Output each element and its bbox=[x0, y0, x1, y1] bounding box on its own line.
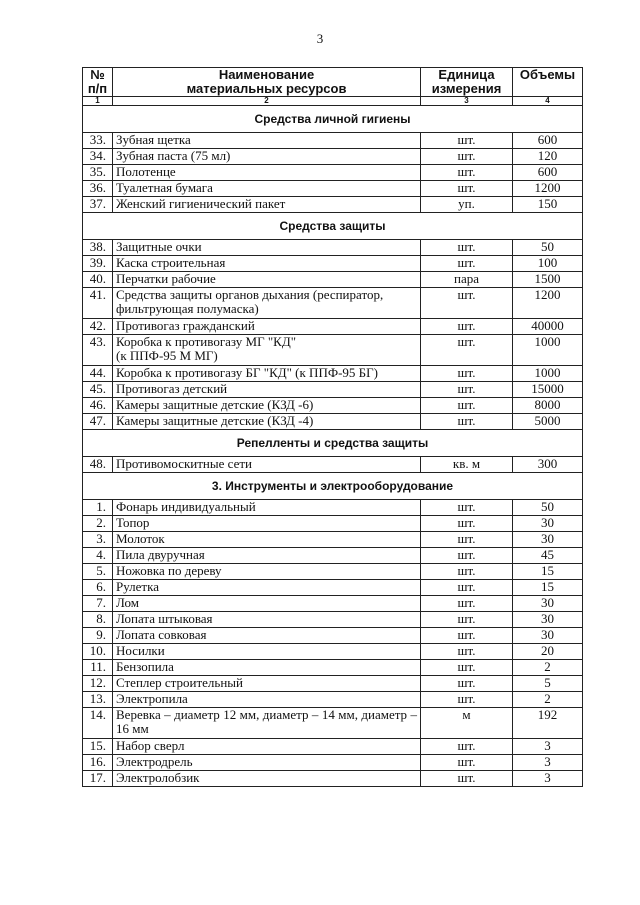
row-number: 35. bbox=[83, 165, 113, 181]
volume-value: 1200 bbox=[513, 181, 583, 197]
header-volume: Объемы bbox=[513, 68, 583, 97]
row-number: 6. bbox=[83, 580, 113, 596]
section-title: 3. Инструменты и электрооборудование bbox=[83, 473, 583, 500]
unit-of-measure: шт. bbox=[421, 580, 513, 596]
resource-name: Женский гигиенический пакет bbox=[113, 197, 421, 213]
volume-value: 15 bbox=[513, 564, 583, 580]
resource-name: Камеры защитные детские (КЗД -6) bbox=[113, 398, 421, 414]
resource-name: Туалетная бумага bbox=[113, 181, 421, 197]
resource-name: Носилки bbox=[113, 644, 421, 660]
col-number: 2 bbox=[113, 97, 421, 106]
volume-value: 150 bbox=[513, 197, 583, 213]
volume-value: 100 bbox=[513, 256, 583, 272]
row-number: 13. bbox=[83, 692, 113, 708]
volume-value: 40000 bbox=[513, 319, 583, 335]
volume-value: 1500 bbox=[513, 272, 583, 288]
volume-value: 8000 bbox=[513, 398, 583, 414]
col-number: 4 bbox=[513, 97, 583, 106]
row-number: 48. bbox=[83, 457, 113, 473]
row-number: 2. bbox=[83, 516, 113, 532]
section-title: Репелленты и средства защиты bbox=[83, 430, 583, 457]
table-body bbox=[83, 106, 583, 787]
resource-name: Лопата совковая bbox=[113, 628, 421, 644]
unit-of-measure: шт. bbox=[421, 692, 513, 708]
table-row bbox=[83, 288, 583, 319]
volume-value: 30 bbox=[513, 532, 583, 548]
resource-name: Пила двуручная bbox=[113, 548, 421, 564]
resource-name: Электропила bbox=[113, 692, 421, 708]
unit-of-measure: шт. bbox=[421, 660, 513, 676]
row-number: 9. bbox=[83, 628, 113, 644]
resource-name: Перчатки рабочие bbox=[113, 272, 421, 288]
resource-name: Молоток bbox=[113, 532, 421, 548]
volume-value: 192 bbox=[513, 708, 583, 739]
resource-name: Лопата штыковая bbox=[113, 612, 421, 628]
unit-of-measure: шт. bbox=[421, 739, 513, 755]
table-row bbox=[83, 414, 583, 430]
unit-of-measure: шт. bbox=[421, 596, 513, 612]
resource-name: Защитные очки bbox=[113, 240, 421, 256]
table-row bbox=[83, 149, 583, 165]
col-number: 1 bbox=[83, 97, 113, 106]
resource-name: Камеры защитные детские (КЗД -4) bbox=[113, 414, 421, 430]
resource-name: Противогаз детский bbox=[113, 382, 421, 398]
table-row bbox=[83, 771, 583, 787]
table-row bbox=[83, 398, 583, 414]
unit-of-measure: шт. bbox=[421, 335, 513, 366]
table-row bbox=[83, 755, 583, 771]
unit-of-measure: уп. bbox=[421, 197, 513, 213]
table-row bbox=[83, 692, 583, 708]
resource-name: Топор bbox=[113, 516, 421, 532]
row-number: 17. bbox=[83, 771, 113, 787]
unit-of-measure: кв. м bbox=[421, 457, 513, 473]
table-row bbox=[83, 532, 583, 548]
row-number: 5. bbox=[83, 564, 113, 580]
unit-of-measure: м bbox=[421, 708, 513, 739]
volume-value: 15 bbox=[513, 580, 583, 596]
volume-value: 300 bbox=[513, 457, 583, 473]
resource-name: Электролобзик bbox=[113, 771, 421, 787]
table-row bbox=[83, 596, 583, 612]
section-title: Средства защиты bbox=[83, 213, 583, 240]
unit-of-measure: шт. bbox=[421, 771, 513, 787]
resource-name: Полотенце bbox=[113, 165, 421, 181]
row-number: 12. bbox=[83, 676, 113, 692]
unit-of-measure: шт. bbox=[421, 500, 513, 516]
unit-of-measure: шт. bbox=[421, 181, 513, 197]
unit-of-measure: шт. bbox=[421, 628, 513, 644]
row-number: 44. bbox=[83, 366, 113, 382]
volume-value: 1200 bbox=[513, 288, 583, 319]
resource-name: Зубная щетка bbox=[113, 133, 421, 149]
row-number: 7. bbox=[83, 596, 113, 612]
row-number: 4. bbox=[83, 548, 113, 564]
section-title: Средства личной гигиены bbox=[83, 106, 583, 133]
volume-value: 30 bbox=[513, 612, 583, 628]
table-row bbox=[83, 382, 583, 398]
unit-of-measure: шт. bbox=[421, 516, 513, 532]
table-row bbox=[83, 676, 583, 692]
resources-table bbox=[82, 67, 583, 787]
volume-value: 3 bbox=[513, 771, 583, 787]
volume-value: 15000 bbox=[513, 382, 583, 398]
row-number: 1. bbox=[83, 500, 113, 516]
table-row bbox=[83, 628, 583, 644]
row-number: 37. bbox=[83, 197, 113, 213]
unit-of-measure: шт. bbox=[421, 644, 513, 660]
row-number: 11. bbox=[83, 660, 113, 676]
table-row bbox=[83, 580, 583, 596]
resource-name: Степлер строительный bbox=[113, 676, 421, 692]
resource-name: Ножовка по дереву bbox=[113, 564, 421, 580]
table-row bbox=[83, 272, 583, 288]
table-row bbox=[83, 256, 583, 272]
col-number: 3 bbox=[421, 97, 513, 106]
table-row bbox=[83, 500, 583, 516]
row-number: 43. bbox=[83, 335, 113, 366]
header-name: Наименование материальных ресурсов bbox=[113, 68, 421, 97]
table-row bbox=[83, 335, 583, 366]
unit-of-measure: шт. bbox=[421, 240, 513, 256]
resource-name: Каска строительная bbox=[113, 256, 421, 272]
unit-of-measure: шт. bbox=[421, 319, 513, 335]
section-header-row bbox=[83, 213, 583, 240]
section-header-row bbox=[83, 473, 583, 500]
row-number: 41. bbox=[83, 288, 113, 319]
resource-name: Электродрель bbox=[113, 755, 421, 771]
table-row bbox=[83, 739, 583, 755]
unit-of-measure: шт. bbox=[421, 676, 513, 692]
row-number: 39. bbox=[83, 256, 113, 272]
page-number: 3 bbox=[316, 31, 324, 46]
unit-of-measure: шт. bbox=[421, 165, 513, 181]
volume-value: 50 bbox=[513, 240, 583, 256]
table-row bbox=[83, 708, 583, 739]
unit-of-measure: шт. bbox=[421, 256, 513, 272]
volume-value: 50 bbox=[513, 500, 583, 516]
volume-value: 600 bbox=[513, 165, 583, 181]
row-number: 45. bbox=[83, 382, 113, 398]
table-row bbox=[83, 319, 583, 335]
section-header-row bbox=[83, 106, 583, 133]
table-row bbox=[83, 644, 583, 660]
resource-name: Набор сверл bbox=[113, 739, 421, 755]
row-number: 38. bbox=[83, 240, 113, 256]
unit-of-measure: шт. bbox=[421, 532, 513, 548]
section-header-row bbox=[83, 430, 583, 457]
unit-of-measure: пара bbox=[421, 272, 513, 288]
row-number: 3. bbox=[83, 532, 113, 548]
unit-of-measure: шт. bbox=[421, 548, 513, 564]
row-number: 14. bbox=[83, 708, 113, 739]
row-number: 42. bbox=[83, 319, 113, 335]
row-number: 33. bbox=[83, 133, 113, 149]
row-number: 15. bbox=[83, 739, 113, 755]
table-row bbox=[83, 240, 583, 256]
unit-of-measure: шт. bbox=[421, 366, 513, 382]
table-row bbox=[83, 366, 583, 382]
unit-of-measure: шт. bbox=[421, 398, 513, 414]
row-number: 46. bbox=[83, 398, 113, 414]
table-row bbox=[83, 165, 583, 181]
volume-value: 45 bbox=[513, 548, 583, 564]
volume-value: 2 bbox=[513, 660, 583, 676]
volume-value: 5 bbox=[513, 676, 583, 692]
table-row bbox=[83, 516, 583, 532]
volume-value: 30 bbox=[513, 628, 583, 644]
resource-name: Бензопила bbox=[113, 660, 421, 676]
resource-name: Коробка к противогазу БГ "КД" (к ППФ-95 БГ) bbox=[113, 366, 421, 382]
unit-of-measure: шт. bbox=[421, 288, 513, 319]
resource-name: Веревка – диаметр 12 мм, диаметр – 14 мм, диаметр – 16 мм bbox=[113, 708, 421, 739]
unit-of-measure: шт. bbox=[421, 414, 513, 430]
row-number: 8. bbox=[83, 612, 113, 628]
table-row bbox=[83, 133, 583, 149]
table-row bbox=[83, 197, 583, 213]
volume-value: 3 bbox=[513, 755, 583, 771]
unit-of-measure: шт. bbox=[421, 382, 513, 398]
volume-value: 2 bbox=[513, 692, 583, 708]
resource-name: Рулетка bbox=[113, 580, 421, 596]
table-row bbox=[83, 457, 583, 473]
volume-value: 20 bbox=[513, 644, 583, 660]
header-unit: Единица измерения bbox=[421, 68, 513, 97]
table-row bbox=[83, 564, 583, 580]
row-number: 34. bbox=[83, 149, 113, 165]
resource-name: Противогаз гражданский bbox=[113, 319, 421, 335]
unit-of-measure: шт. bbox=[421, 564, 513, 580]
volume-value: 600 bbox=[513, 133, 583, 149]
row-number: 47. bbox=[83, 414, 113, 430]
resource-name: Противомоскитные сети bbox=[113, 457, 421, 473]
resource-name: Зубная паста (75 мл) bbox=[113, 149, 421, 165]
table-row bbox=[83, 548, 583, 564]
table-row bbox=[83, 612, 583, 628]
unit-of-measure: шт. bbox=[421, 149, 513, 165]
unit-of-measure: шт. bbox=[421, 612, 513, 628]
table-header bbox=[83, 68, 583, 106]
volume-value: 3 bbox=[513, 739, 583, 755]
resource-name: Фонарь индивидуальный bbox=[113, 500, 421, 516]
resource-name: Лом bbox=[113, 596, 421, 612]
resource-name: Коробка к противогазу МГ "КД" (к ППФ-95 М МГ) bbox=[113, 335, 421, 366]
header-num: № п/п bbox=[83, 68, 113, 97]
volume-value: 5000 bbox=[513, 414, 583, 430]
unit-of-measure: шт. bbox=[421, 755, 513, 771]
volume-value: 1000 bbox=[513, 366, 583, 382]
volume-value: 1000 bbox=[513, 335, 583, 366]
row-number: 10. bbox=[83, 644, 113, 660]
row-number: 16. bbox=[83, 755, 113, 771]
table-row bbox=[83, 660, 583, 676]
resource-name: Средства защиты органов дыхания (респиратор, фильтрующая полумаска) bbox=[113, 288, 421, 319]
volume-value: 120 bbox=[513, 149, 583, 165]
table-row bbox=[83, 181, 583, 197]
volume-value: 30 bbox=[513, 596, 583, 612]
row-number: 36. bbox=[83, 181, 113, 197]
unit-of-measure: шт. bbox=[421, 133, 513, 149]
row-number: 40. bbox=[83, 272, 113, 288]
volume-value: 30 bbox=[513, 516, 583, 532]
